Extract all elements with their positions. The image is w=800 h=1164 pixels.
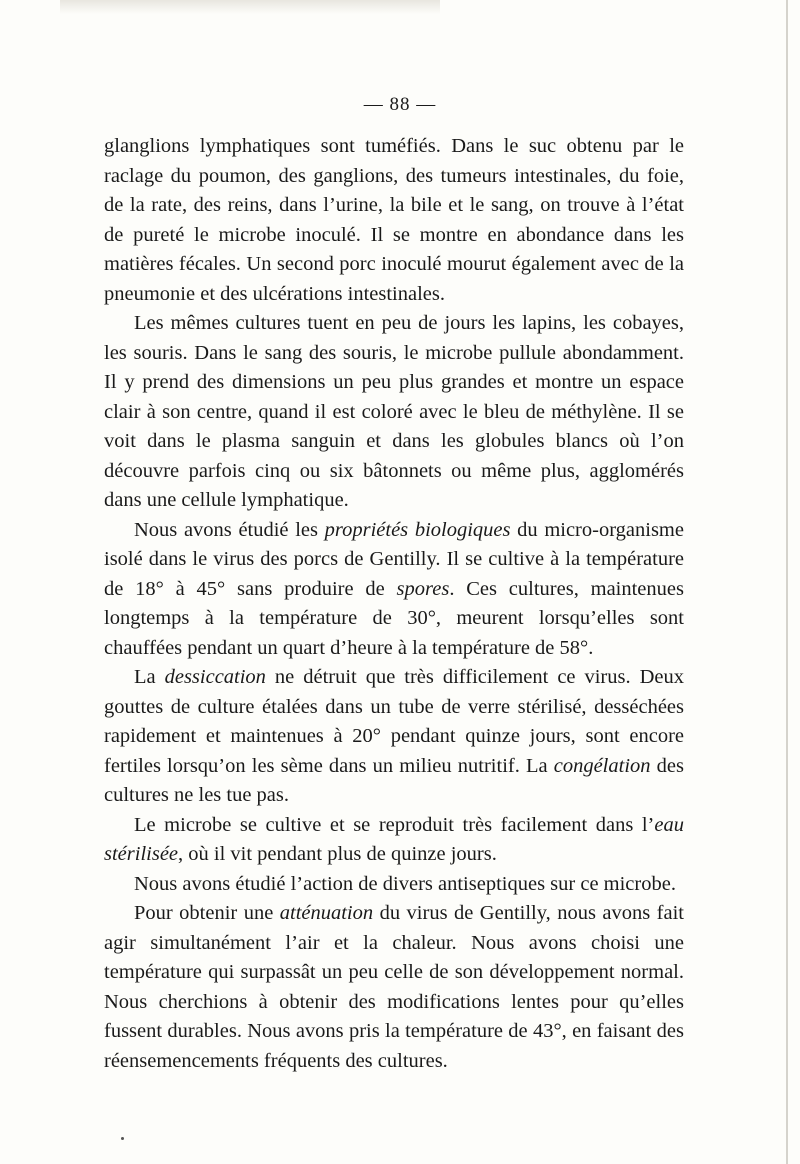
paragraph-7 (104, 899, 684, 1076)
text-run: Nous avons étudié les (134, 518, 325, 541)
italic-term: eau stérilisée (104, 813, 684, 865)
text-run: des cultures ne les tue pas. (104, 754, 684, 806)
paragraph-2 (104, 309, 684, 516)
paragraph-3 (104, 516, 684, 664)
text-run: Les mêmes cultures tuent en peu de jours les lapins, les cobayes, les souris. Dans le sang des souris, le microbe pullule abondamment. Il y prend des dimensions un peu plus grandes et montre un espace clair à son centre, quand il est coloré avec le bleu de méthylène. Il se voit dans le plasma sanguin et dans les globules blancs où l’on découvre parfois cinq ou six bâtonnets ou même plus, agglomérés dans une cellule lymphatique. (104, 312, 684, 511)
page-top-edge (60, 0, 440, 14)
text-run: du micro-organisme isolé dans le virus des porcs de Gentilly. Il se cultive à la température de 18° à 45° sans produire de (104, 518, 684, 600)
page-right-edge (786, 0, 788, 1164)
ink-speck (121, 1137, 124, 1140)
paragraph-4 (104, 663, 684, 811)
text-run: Nous avons étudié l’action de divers antiseptiques sur ce microbe. (134, 872, 676, 895)
text-run: Le microbe se cultive et se reproduit très facilement dans l’ (134, 813, 655, 836)
text-run: du virus de Gentilly, nous avons fait agir simultanément l’air et la chaleur. Nous avons choisi une température qui surpassât un peu celle de son développement normal. Nous cherchions à obtenir des modifications lentes pour qu’elles fussent durables. Nous avons pris la température de 43°, en faisant des réensemencements fréquents des cultures. (104, 902, 684, 1072)
text-run: La (134, 666, 165, 688)
italic-term: dessiccation (164, 666, 266, 688)
page-number: — 88 — (363, 94, 437, 115)
italic-term: spores (396, 577, 450, 600)
body-text (104, 132, 684, 1076)
text-run: ne détruit que très difficilement ce virus. Deux gouttes de culture étalées dans un tube de verre stérilisé, desséchées rapidement et maintenues à 20° pendant quinze jours, sont encore fertiles lorsqu’on les sème dans un milieu nutritif. La (104, 666, 684, 777)
text-run: , où il vit pendant plus de quinze jours. (178, 843, 497, 865)
text-run: glanglions lymphatiques sont tuméfiés. Dans le suc obtenu par le raclage du poumon, des ganglions, des tumeurs intestinales, du foie, de la rate, des reins, dans l’urine, la bile et le sang, on trouve à l’état de pureté le microbe inoculé. Il se montre en abondance dans les matières fécales. Un second porc inoculé mourut également avec de la pneumonie et des ulcérations intestinales. (104, 135, 684, 305)
paragraph-6 (104, 870, 684, 900)
italic-term: congélation (553, 754, 651, 777)
paragraph-5 (104, 811, 684, 870)
text-run: Pour obtenir une (134, 902, 280, 924)
italic-term: atténuation (279, 902, 374, 924)
italic-term: propriétés biologiques (324, 518, 511, 541)
paragraph-1 (104, 132, 684, 309)
text-run: . Ces cultures, maintenues longtemps à la température de 30°, meurent lorsqu’elles sont chauffées pendant un quart d’heure à la température de 58°. (104, 577, 684, 659)
